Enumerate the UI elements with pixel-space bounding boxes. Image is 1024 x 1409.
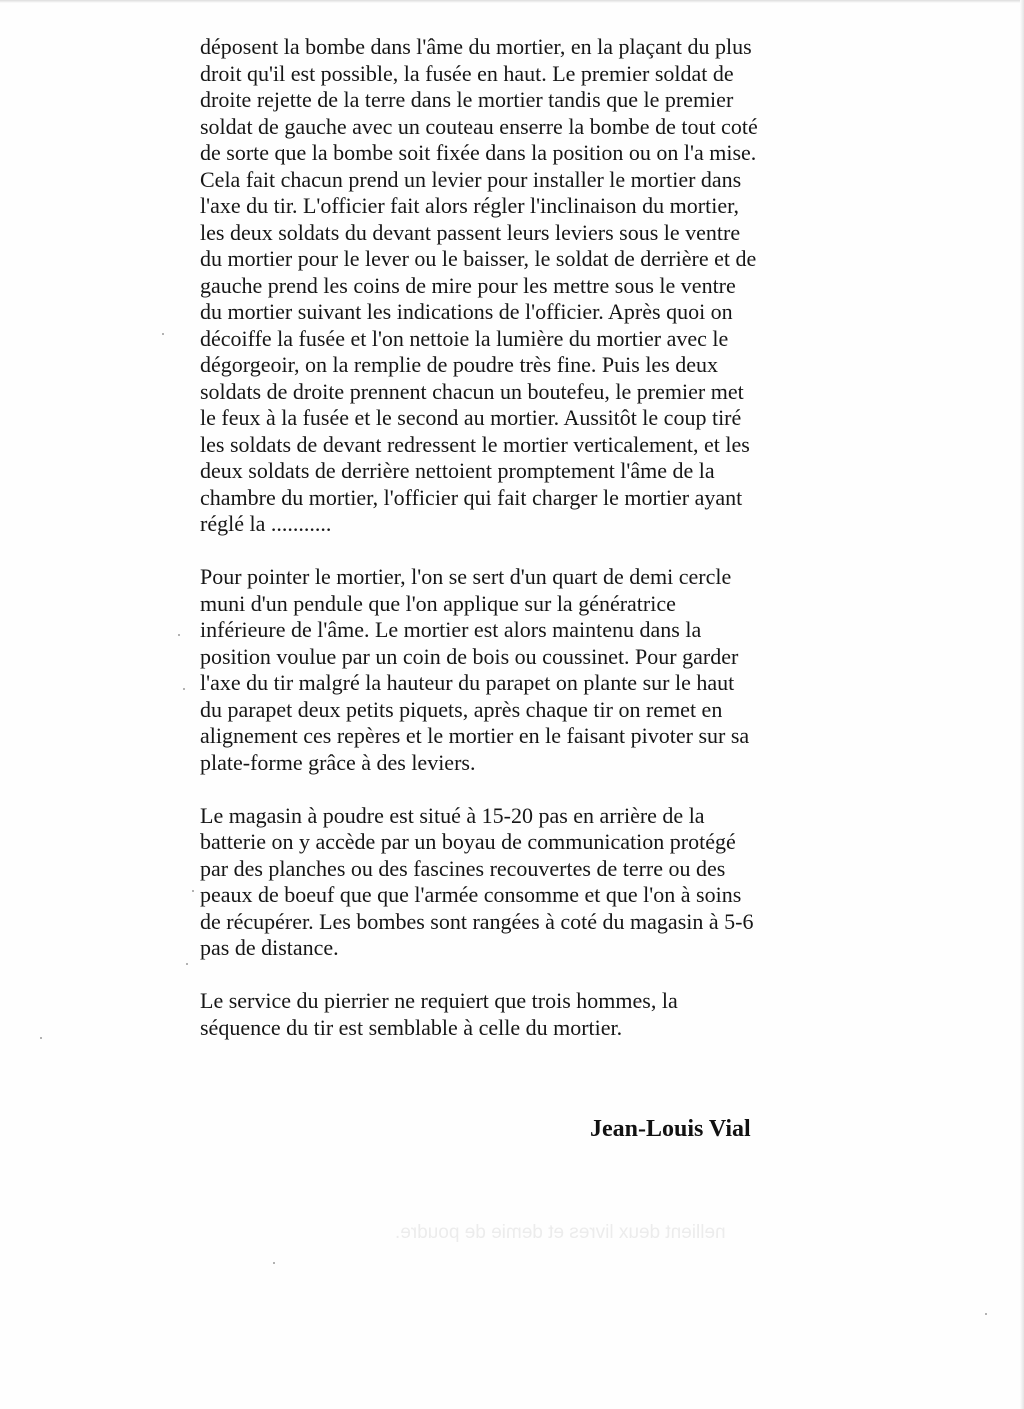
scan-speck (192, 890, 194, 892)
text-line: gauche prend les coins de mire pour les mettre sous le ventre (200, 272, 736, 298)
text-line: les deux soldats du devant passent leurs leviers sous le ventre (200, 219, 741, 245)
scan-speck (186, 963, 188, 965)
text-line: réglé la ........... (200, 511, 332, 536)
text-line: plate-forme grâce à des leviers. (200, 749, 476, 775)
text-line: les soldats de devant redressent le mortier verticalement, et les (200, 431, 750, 457)
text-line: Cela fait chacun prend un levier pour installer le mortier dans (200, 166, 742, 192)
text-line: peaux de boeuf que que l'armée consomme et que l'on à soins (200, 882, 742, 907)
scan-speck (40, 1037, 42, 1039)
text-line: dégorgeoir, on la remplie de poudre très fine. Puis les deux (200, 352, 719, 377)
scan-speck (273, 1262, 275, 1264)
author-signature: Jean-Louis Vial (590, 1116, 751, 1142)
text-line: Pour pointer le mortier, l'on se sert d'un quart de demi cercle (200, 564, 732, 589)
text-line: droite rejette de la terre dans le mortier tandis que le premier (200, 87, 734, 112)
text-line: décoiffe la fusée et l'on nettoie la lumière du mortier avec le (200, 325, 729, 351)
body-text (200, 34, 840, 1041)
scan-top-edge (0, 0, 1024, 3)
scan-speck (183, 688, 185, 690)
paragraph-gap (200, 538, 840, 565)
paragraph-1 (200, 34, 840, 538)
text-line: inférieure de l'âme. Le mortier est alors maintenu dans la (200, 617, 702, 642)
text-line: par des planches ou des fascines recouvertes de terre ou des (200, 855, 726, 881)
text-line: Le magasin à poudre est situé à 15-20 pas en arrière de la (200, 802, 705, 828)
text-line: muni d'un pendule que l'on applique sur la génératrice (200, 590, 676, 616)
text-line: du mortier pour le lever ou le baisser, le soldat de derrière et de (200, 246, 757, 271)
text-line: du parapet deux petits piquets, après chaque tir on remet en (200, 696, 723, 722)
text-line: deux soldats de derrière nettoient promptement l'âme de la (200, 458, 715, 483)
paragraph-2 (200, 564, 840, 776)
text-line: position voulue par un coin de bois ou coussinet. Pour garder (200, 643, 739, 669)
text-line: soldats de droite prennent chacun un boutefeu, le premier met (200, 378, 744, 404)
text-line: Le service du pierrier ne requiert que trois hommes, la (200, 988, 678, 1013)
text-line: soldat de gauche avec un couteau enserre la bombe de tout coté (200, 113, 758, 139)
scan-speck (985, 1313, 987, 1315)
bleed-through-text: nellient deux livres et demie de poudre. (395, 1222, 726, 1243)
text-line: de récupérer. Les bombes sont rangées à coté du magasin à 5-6 (200, 908, 754, 934)
paragraph-gap (200, 776, 840, 803)
paragraph-4 (200, 988, 840, 1041)
paragraph-gap (200, 962, 840, 989)
text-line: de sorte que la bombe soit fixée dans la position ou on l'a mise. (200, 140, 757, 165)
text-line: l'axe du tir malgré la hauteur du parapet on plante sur le haut (200, 670, 735, 695)
text-line: batterie on y accède par un boyau de communication protégé (200, 829, 736, 854)
text-line: alignement ces repères et le mortier en le faisant pivoter sur sa (200, 723, 750, 748)
scan-speck (178, 634, 180, 636)
text-line: déposent la bombe dans l'âme du mortier, en la plaçant du plus (200, 34, 752, 59)
text-line: l'axe du tir. L'officier fait alors régler l'inclinaison du mortier, (200, 193, 740, 218)
text-line: du mortier suivant les indications de l'officier. Après quoi on (200, 299, 733, 324)
scan-right-edge (1020, 0, 1024, 1409)
text-line: chambre du mortier, l'officier qui fait charger le mortier ayant (200, 484, 743, 510)
scan-speck (162, 333, 164, 335)
text-line: droit qu'il est possible, la fusée en haut. Le premier soldat de (200, 60, 734, 86)
text-line: pas de distance. (200, 935, 339, 960)
paragraph-3 (200, 803, 840, 962)
text-line: séquence du tir est semblable à celle du mortier. (200, 1014, 623, 1040)
text-line: le feux à la fusée et le second au mortier. Aussitôt le coup tiré (200, 405, 742, 430)
